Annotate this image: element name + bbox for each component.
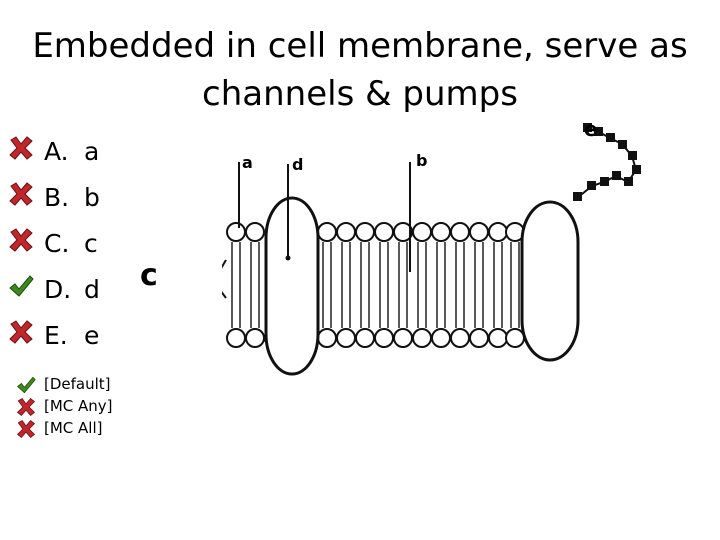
option-label: [Default] (44, 375, 111, 393)
option-mc-all[interactable] (16, 419, 136, 441)
wrong-x-icon (8, 135, 34, 161)
pointer-c-upper (222, 260, 226, 280)
label-b: b (416, 151, 428, 170)
option-label: [MC Any] (44, 397, 113, 415)
choice-c[interactable] (8, 229, 118, 269)
choice-d[interactable] (8, 275, 118, 315)
label-d: d (292, 155, 304, 174)
label-c: c (140, 258, 158, 293)
choice-letter: A. (44, 137, 69, 166)
wrong-x-icon (8, 181, 34, 207)
choice-value: e (84, 321, 100, 350)
choice-a[interactable] (8, 137, 118, 177)
question-line-1: Embedded in cell membrane, serve as (32, 26, 688, 66)
option-default[interactable] (16, 375, 136, 397)
integral-protein-right (522, 202, 578, 360)
label-e: e (584, 120, 598, 141)
choice-b[interactable] (8, 183, 118, 223)
choice-letter: B. (44, 183, 70, 212)
choice-letter: C. (44, 229, 70, 258)
correct-check-icon (8, 273, 34, 299)
pointer-d-dot (286, 256, 291, 261)
pointer-c-lower (222, 282, 226, 298)
choice-value: c (84, 229, 98, 258)
question-title (0, 22, 720, 118)
choice-value: b (84, 183, 100, 212)
label-a: a (242, 153, 253, 172)
question-line-2: channels & pumps (202, 74, 518, 114)
choice-letter: E. (44, 321, 68, 350)
choice-letter: D. (44, 275, 72, 304)
correct-check-icon (16, 375, 36, 395)
choice-e[interactable] (8, 321, 118, 361)
option-mc-any[interactable] (16, 397, 136, 419)
wrong-x-icon (8, 319, 34, 345)
option-label: [MC All] (44, 419, 103, 437)
integral-protein-left (266, 198, 318, 374)
wrong-x-icon (16, 397, 36, 417)
cell-membrane-diagram (222, 120, 706, 382)
wrong-x-icon (16, 419, 36, 439)
wrong-x-icon (8, 227, 34, 253)
choice-value: d (84, 275, 100, 304)
choice-value: a (84, 137, 100, 166)
